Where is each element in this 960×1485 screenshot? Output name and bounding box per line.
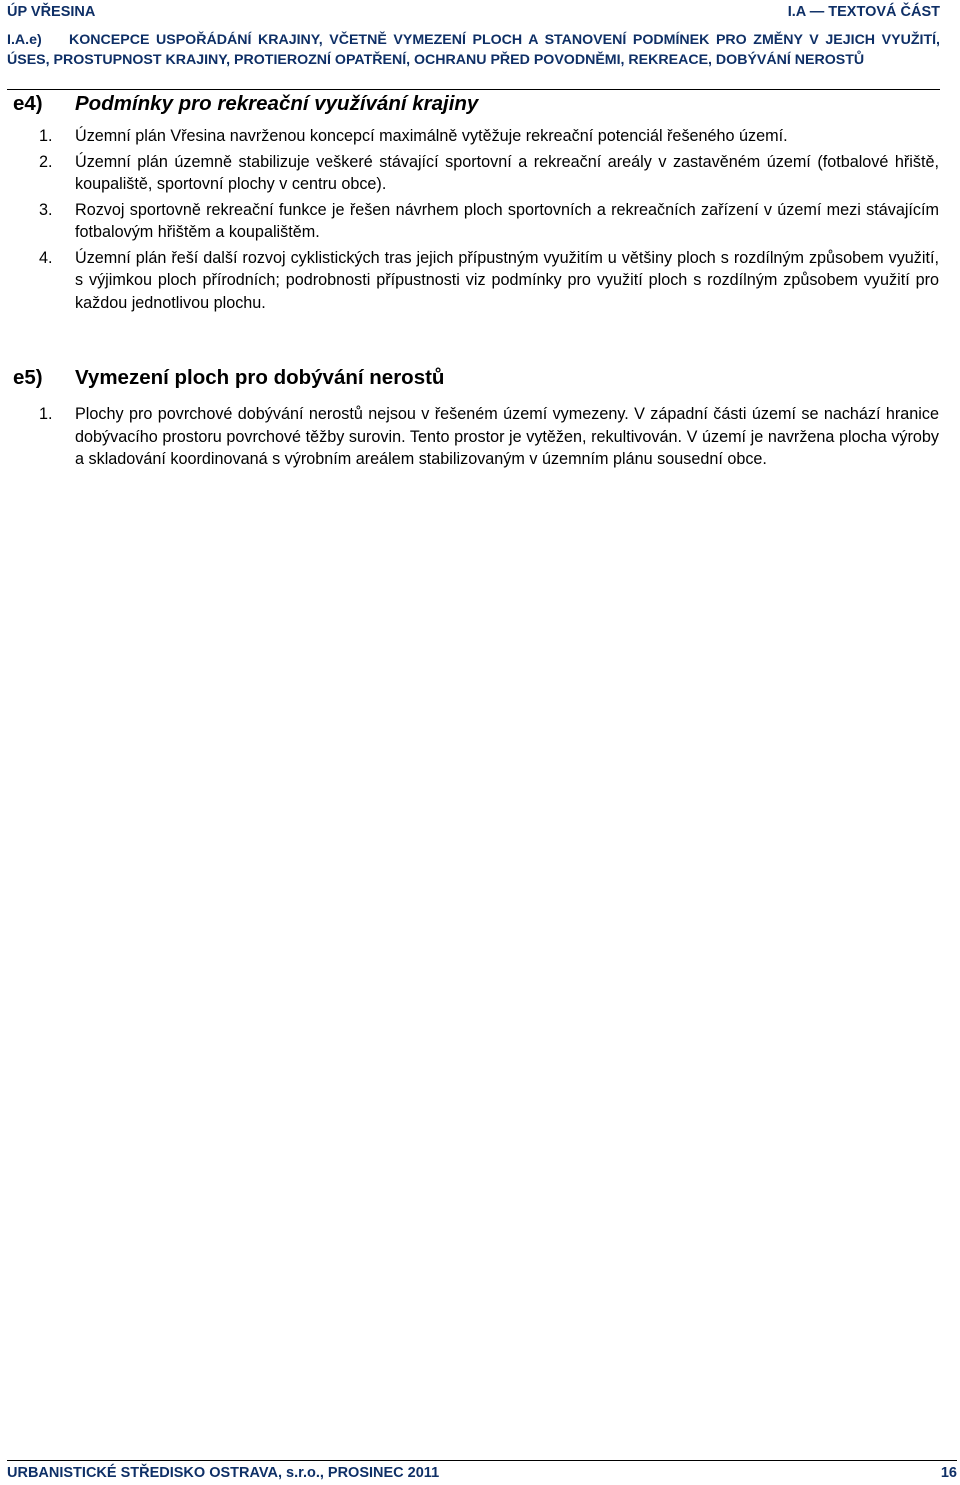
list-item xyxy=(13,403,939,471)
list-item xyxy=(13,199,939,244)
section-heading-title: Vymezení ploch pro dobývání nerostů xyxy=(75,366,445,389)
section-heading xyxy=(13,92,939,120)
footer-company: URBANISTICKÉ STŘEDISKO OSTRAVA, s.r.o., PROSINEC 2011 xyxy=(7,1465,440,1481)
document-name: ÚP VŘESINA xyxy=(7,4,96,20)
item-text: Plochy pro povrchové dobývání nerostů nejsou v řešeném území vymezeny. V západní části území se nachází hranice dobývacího prostoru povrchové těžby surovin. Tento prostor je vytěžen, rekultivován. V území je navržena plocha výroby a skladování koordinovaná s výrobním areálem stabilizovaným v územním plánu sousední obce. xyxy=(75,405,939,468)
item-list xyxy=(13,403,939,471)
item-number: 4. xyxy=(39,248,53,267)
section-heading-title: Podmínky pro rekreační využívání krajiny xyxy=(75,92,479,115)
section-heading-code: e4) xyxy=(13,92,43,115)
header-divider xyxy=(7,89,940,90)
item-number: 1. xyxy=(39,127,53,145)
page-number: 16 xyxy=(940,1465,957,1481)
page-footer xyxy=(7,1465,957,1481)
section-heading xyxy=(13,366,939,394)
item-number: 3. xyxy=(39,200,53,219)
section-header xyxy=(7,30,940,70)
list-item xyxy=(13,151,939,196)
list-item xyxy=(13,125,939,148)
item-number: 2. xyxy=(39,152,53,171)
section-e5 xyxy=(13,366,939,471)
list-item xyxy=(13,247,939,315)
section-code: I.A.e) xyxy=(7,32,42,48)
section-heading-code: e5) xyxy=(13,366,43,389)
item-text: Územní plán řeší další rozvoj cyklistických tras jejich přípustným využitím u většiny ploch s rozdílným způsobem využití, s výjimkou ploch přírodních; podrobnosti přípustnosti viz podmínky pro využití ploch s rozdílným způsobem využití pro každou jednotlivou plochu. xyxy=(75,248,939,312)
item-text: Územní plán územně stabilizuje veškeré stávající sportovní a rekreační areály v zastavěném území (fotbalové hřiště, koupaliště, sportovní plochy v centru obce). xyxy=(75,152,939,193)
section-e4 xyxy=(13,92,939,314)
document-part: I.A — TEXTOVÁ ČÁST xyxy=(787,4,940,20)
item-text: Rozvoj sportovně rekreační funkce je řešen návrhem ploch sportovních a rekreačních zařízení v území mezi stávajícím fotbalovým hřištěm a koupalištěm. xyxy=(75,200,939,241)
item-text: Územní plán Vřesina navrženou koncepcí maximálně vytěžuje rekreační potenciál řešeného území. xyxy=(75,127,788,145)
footer-divider xyxy=(7,1460,957,1461)
page-header xyxy=(7,2,940,22)
item-number: 1. xyxy=(39,405,53,423)
section-title: KONCEPCE USPOŘÁDÁNÍ KRAJINY, VČETNĚ VYMEZENÍ PLOCH A STANOVENÍ PODMÍNEK PRO ZMĚNY V JEJICH VYUŽITÍ, ÚSES, PROSTUPNOST KRAJINY, PROTIEROZNÍ OPATŘENÍ, OCHRANU PŘED POVODNĚMI, REKREACE, DOBÝVÁNÍ NEROSTŮ xyxy=(7,32,940,68)
item-list xyxy=(13,125,939,314)
